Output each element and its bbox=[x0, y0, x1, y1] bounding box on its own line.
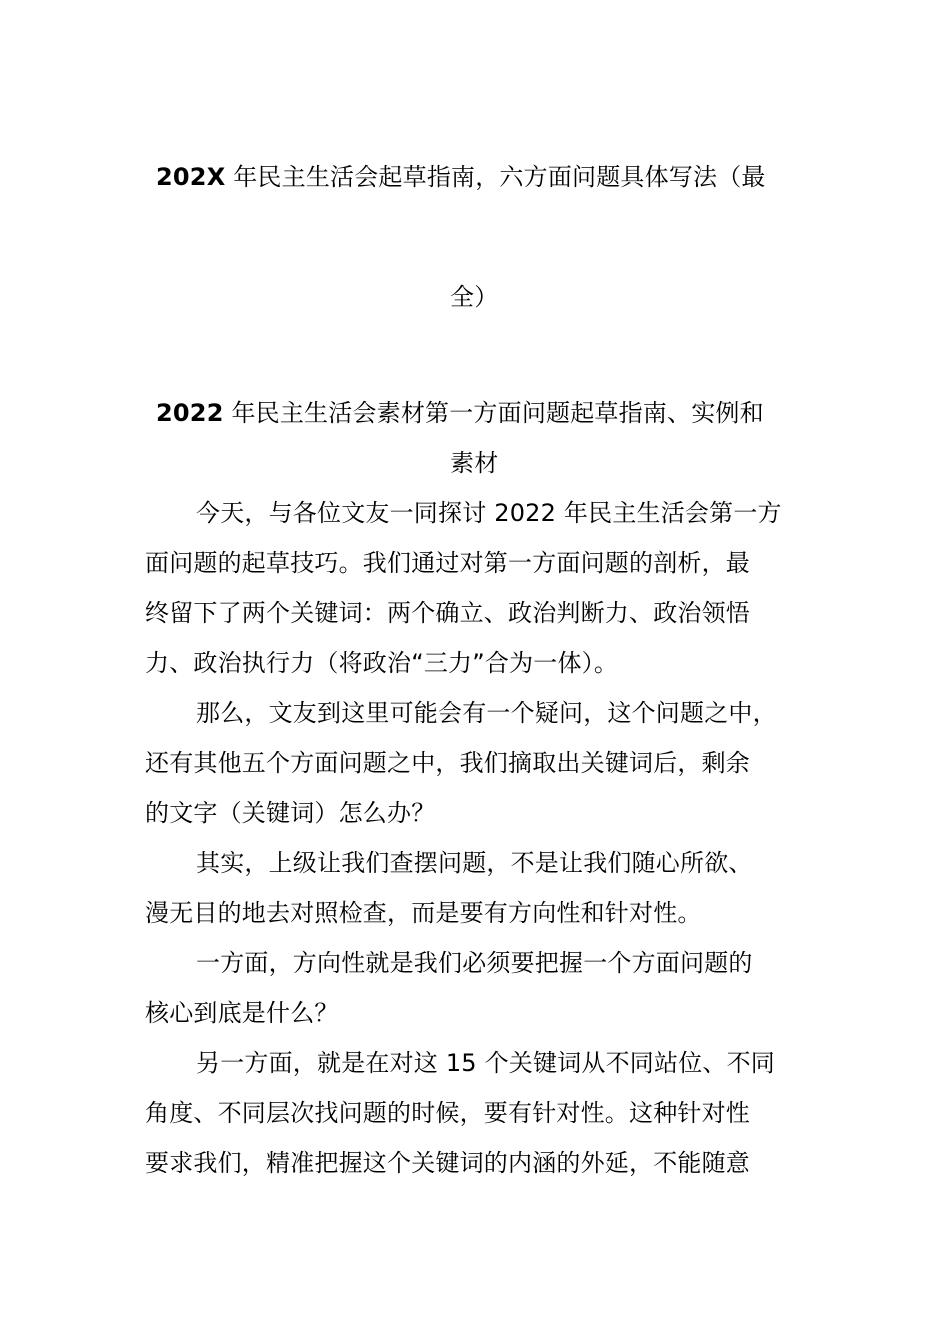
body-line: 面问题的起草技巧。我们通过对第一方面问题的剖析，最 bbox=[145, 549, 750, 577]
body-line: 的文字（关键词）怎么办？ bbox=[145, 799, 436, 827]
body-line: 其实，上级让我们查摆问题，不是让我们随心所欲、 bbox=[196, 849, 753, 877]
document-title-line-1 bbox=[156, 162, 766, 192]
title-text-continued: 全） bbox=[450, 283, 499, 311]
body-line: 力、政治执行力（将政治“三力”合为一体）。 bbox=[145, 649, 619, 677]
body-line: 还有其他五个方面问题之中，我们摘取出关键词后，剩余 bbox=[145, 749, 750, 777]
body-line: 另一方面，就是在对这 15 个关键词从不同站位、不同 bbox=[196, 1049, 775, 1077]
section-heading-line-2 bbox=[450, 448, 498, 478]
body-line: 核心到底是什么？ bbox=[145, 999, 339, 1027]
body-line: 那么，文友到这里可能会有一个疑问，这个问题之中， bbox=[196, 699, 777, 727]
title-text: 年民主生活会起草指南，六方面问题具体写法（最 bbox=[225, 163, 766, 191]
heading-text: 年民主生活会素材第一方面问题起草指南、实例和 bbox=[223, 399, 764, 427]
body-line: 角度、不同层次找问题的时候，要有针对性。这种针对性 bbox=[145, 1099, 750, 1127]
body-line: 终留下了两个关键词：两个确立、政治判断力、政治领悟 bbox=[145, 599, 750, 627]
body-line: 今天，与各位文友一同探讨 2022 年民主生活会第一方 bbox=[196, 499, 782, 527]
body-line: 漫无目的地去对照检查，而是要有方向性和针对性。 bbox=[145, 899, 702, 927]
body-line: 要求我们，精准把握这个关键词的内涵的外延，不能随意 bbox=[145, 1149, 750, 1177]
heading-year: 2022 bbox=[156, 399, 224, 427]
body-line: 一方面，方向性就是我们必须要把握一个方面问题的 bbox=[196, 949, 753, 977]
document-title-line-2 bbox=[450, 282, 498, 312]
title-year: 202X bbox=[156, 163, 226, 191]
section-heading-line-1 bbox=[156, 398, 764, 428]
heading-text-continued: 素材 bbox=[450, 449, 499, 477]
